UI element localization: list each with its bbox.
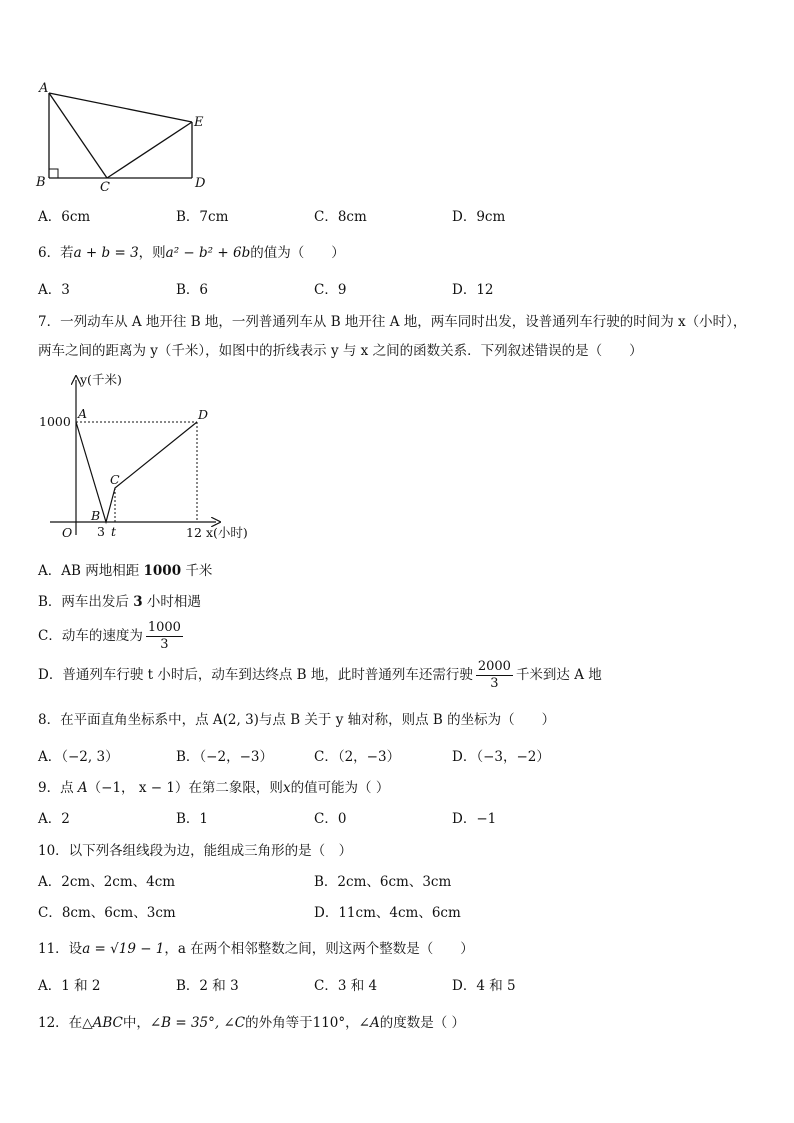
q8-option-d[interactable]: D．（−3，−2） [452, 749, 550, 765]
label-a: A [39, 81, 49, 96]
fraction-1000-3: $\frac{1000}{3}$ [147, 620, 181, 652]
q5-option-a[interactable]: A．6cm [38, 209, 91, 225]
x-tick-3: 3 [97, 524, 105, 539]
q6-option-b[interactable]: B．6 [176, 282, 209, 298]
q10-option-b[interactable]: B．2cm、6cm、3cm [314, 874, 452, 890]
q10-stem: 10．以下列各组线段为边，能组成三角形的是（ ） [38, 843, 353, 859]
x-tick-t: t [111, 524, 117, 539]
q8-stem: 8．在平面直角坐标系中，点 A(2, 3)与点 B 关于 y 轴对称，则点 B 的坐标为（ ） [38, 712, 556, 728]
q10-option-a[interactable]: A．2cm、2cm、4cm [38, 874, 176, 890]
segment-ae [49, 93, 192, 122]
q9-stem: 9．点 A（−1， x − 1）在第二象限，则x的值可能为（ ） [38, 780, 390, 796]
label-b: B [36, 175, 46, 190]
q6-option-a[interactable]: A．3 [38, 282, 70, 298]
y-tick-1000: 1000 [39, 414, 71, 429]
q7-stem-line1: 7．一列动车从 A 地开往 B 地，一列普通列车从 B 地开往 A 地，两车同时出发，设普通列车行驶的时间为 x（小时）， [38, 314, 747, 330]
x-axis-label: x(小时) [206, 525, 248, 540]
segment-ac [49, 93, 107, 178]
point-label-a: A [78, 406, 88, 421]
y-axis-label: y(千米) [80, 372, 122, 387]
q6-option-c[interactable]: C．9 [314, 282, 347, 298]
x-tick-12: 12 [186, 525, 202, 540]
q5-option-c[interactable]: C．8cm [314, 209, 367, 225]
graph-polyline [76, 422, 197, 522]
q7-option-c[interactable]: C．动车的速度为 $\frac{1000}{3}$ [38, 620, 181, 652]
point-label-d: D [198, 407, 209, 422]
q11-option-b[interactable]: B．2 和 3 [176, 978, 239, 994]
q7-option-d[interactable]: D．普通列车行驶 t 小时后，动车到达终点 B 地，此时普通列车还需行驶 $\frac{2000}{3}$ 千米到达 A 地 [38, 659, 602, 691]
point-label-b: B [91, 508, 101, 523]
q5-option-d[interactable]: D．9cm [452, 209, 506, 225]
fraction-2000-3: $\frac{2000}{3}$ [477, 659, 511, 691]
label-c: C [100, 180, 110, 195]
q12-stem: 12．在△ABC中，∠B = 35°, ∠C的外角等于110°，∠A的度数是（ ） [38, 1015, 465, 1031]
q11-stem: 11．设a = √19 − 1，a 在两个相邻整数之间，则这两个整数是（ ） [38, 941, 474, 957]
origin-label: O [62, 525, 73, 540]
label-e: E [194, 115, 204, 130]
q7-option-b[interactable]: B．两车出发后 3 小时相遇 [38, 594, 201, 610]
q11-option-d[interactable]: D．4 和 5 [452, 978, 516, 994]
q8-option-b[interactable]: B．（−2，−3） [176, 749, 273, 765]
right-angle-mark [49, 169, 58, 178]
distance-time-graph [36, 370, 266, 548]
geometry-figure-abcde [30, 78, 220, 196]
q10-option-c[interactable]: C．8cm、6cm、3cm [38, 905, 176, 921]
q5-option-b[interactable]: B．7cm [176, 209, 229, 225]
label-d: D [195, 176, 206, 191]
segment-ce [107, 122, 192, 178]
point-label-c: C [110, 472, 120, 487]
q6-stem: 6．若a + b = 3，则a² − b² + 6b的值为（ ） [38, 245, 345, 261]
q11-option-a[interactable]: A．1 和 2 [38, 978, 101, 994]
q11-option-c[interactable]: C．3 和 4 [314, 978, 378, 994]
q7-option-a[interactable]: A．AB 两地相距 1000 千米 [38, 563, 213, 579]
q7-stem-line2: 两车之间的距离为 y（千米），如图中的折线表示 y 与 x 之间的函数关系．下列叙述错误的是（ ） [38, 343, 643, 359]
q6-option-d[interactable]: D．12 [452, 282, 494, 298]
q8-option-a[interactable]: A．（−2, 3） [38, 749, 119, 765]
q9-option-a[interactable]: A．2 [38, 811, 70, 827]
q9-option-d[interactable]: D．−1 [452, 811, 497, 827]
q9-option-b[interactable]: B．1 [176, 811, 209, 827]
q9-option-c[interactable]: C．0 [314, 811, 347, 827]
q10-option-d[interactable]: D．11cm、4cm、6cm [314, 905, 461, 921]
q8-option-c[interactable]: C．（2，−3） [314, 749, 401, 765]
